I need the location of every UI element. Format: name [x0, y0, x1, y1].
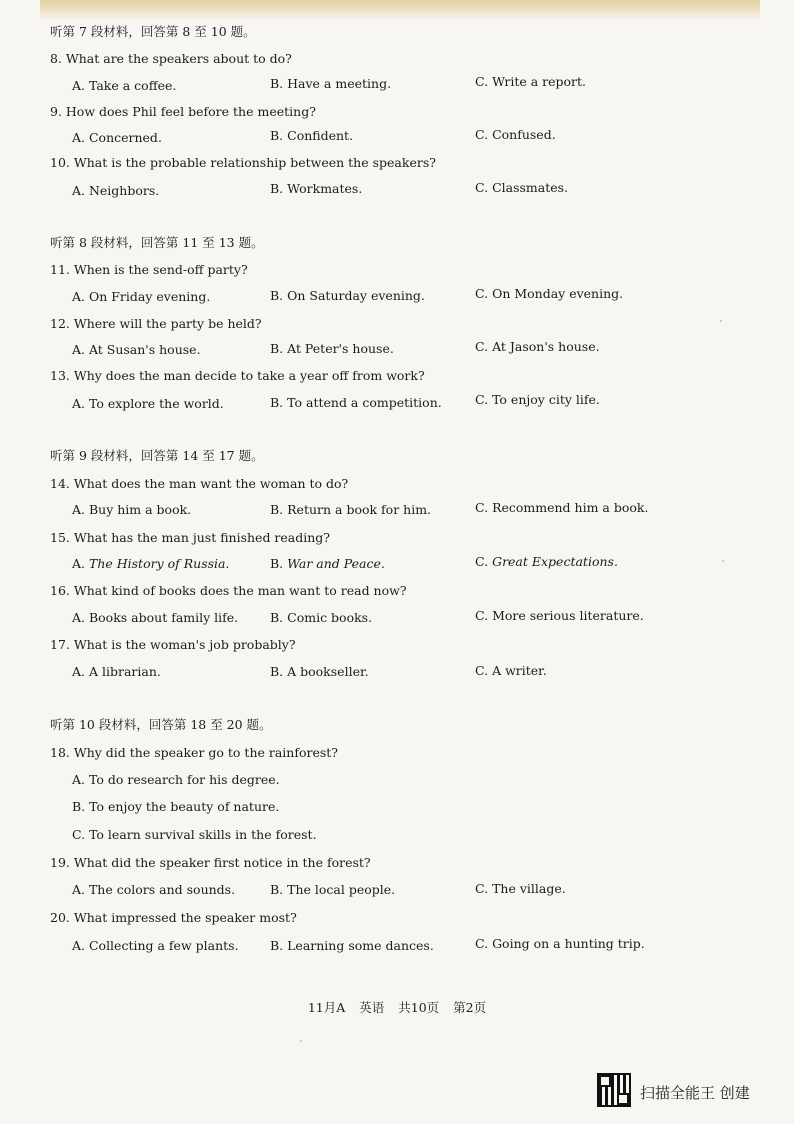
q8-option-c: C. Write a report.	[475, 74, 587, 89]
q12-option-a: A. At Susan's house.	[72, 342, 201, 357]
question-20: 20. What impressed the speaker most?	[50, 910, 297, 925]
q14-option-c: C. Recommend him a book.	[475, 500, 649, 515]
q20-option-a: A. Collecting a few plants.	[72, 938, 239, 953]
question-16: 16. What kind of books does the man want to read now?	[50, 583, 407, 598]
q9-option-c: C. Confused.	[475, 127, 556, 142]
q10-option-c: C. Classmates.	[475, 180, 569, 195]
scan-speck	[300, 1040, 302, 1042]
total-pages: 共10页	[398, 1000, 440, 1015]
scanner-watermark: 扫描全能王 创建	[640, 1084, 750, 1102]
option-period: .	[613, 554, 618, 569]
q11-option-c: C. On Monday evening.	[475, 286, 624, 301]
q10-option-a: A. Neighbors.	[72, 183, 160, 198]
q20-option-b: B. Learning some dances.	[270, 938, 434, 953]
q13-option-c: C. To enjoy city life.	[475, 392, 600, 407]
q18-option-b: B. To enjoy the beauty of nature.	[72, 799, 280, 814]
exam-code: 11月A	[307, 1000, 346, 1015]
question-10: 10. What is the probable relationship between the speakers?	[50, 155, 436, 170]
option-period: .	[380, 556, 385, 571]
page-number: 第2页	[453, 1000, 487, 1015]
page-footer	[0, 998, 794, 1016]
question-9: 9. How does Phil feel before the meeting?	[50, 104, 316, 119]
book-title: The History of Russia	[88, 556, 226, 571]
q14-option-b: B. Return a book for him.	[270, 502, 432, 517]
question-11: 11. When is the send-off party?	[50, 262, 248, 277]
question-19: 19. What did the speaker first notice in the forest?	[50, 855, 371, 870]
q13-option-a: A. To explore the world.	[72, 396, 224, 411]
section-heading-7: 听第 7 段材料，回答第 8 至 10 题。	[50, 24, 256, 39]
section-heading-9: 听第 9 段材料，回答第 14 至 17 题。	[50, 448, 264, 463]
book-title: War and Peace	[287, 556, 381, 571]
book-title: Great Expectations	[492, 554, 614, 569]
q8-option-b: B. Have a meeting.	[270, 76, 392, 91]
q13-option-b: B. To attend a competition.	[270, 395, 442, 410]
q15-option-c	[475, 554, 618, 570]
q20-option-c: C. Going on a hunting trip.	[475, 936, 645, 951]
q17-option-c: C. A writer.	[475, 663, 547, 678]
question-14: 14. What does the man want the woman to do?	[50, 476, 349, 491]
option-period: .	[225, 556, 230, 571]
question-13: 13. Why does the man decide to take a year off from work?	[50, 368, 425, 383]
q11-option-b: B. On Saturday evening.	[270, 288, 425, 303]
question-12: 12. Where will the party be held?	[50, 316, 262, 331]
q15-option-a	[72, 556, 229, 572]
question-15: 15. What has the man just finished reading?	[50, 530, 331, 545]
q15-option-b	[270, 556, 385, 572]
q18-option-a: A. To do research for his degree.	[72, 772, 280, 787]
q14-option-a: A. Buy him a book.	[72, 502, 192, 517]
q19-option-b: B. The local people.	[270, 882, 396, 897]
q11-option-a: A. On Friday evening.	[72, 289, 211, 304]
q18-option-c: C. To learn survival skills in the forest.	[72, 827, 317, 842]
subject-label: 英语	[359, 1000, 385, 1015]
q9-option-b: B. Confident.	[270, 128, 354, 143]
question-8: 8. What are the speakers about to do?	[50, 51, 292, 66]
q17-option-a: A. A librarian.	[72, 664, 161, 679]
scan-speck	[720, 320, 722, 322]
q16-option-a: A. Books about family life.	[72, 610, 239, 625]
question-18: 18. Why did the speaker go to the rainforest?	[50, 745, 339, 760]
section-heading-10: 听第 10 段材料，回答第 18 至 20 题。	[50, 717, 272, 732]
qr-code-icon	[597, 1073, 631, 1107]
q12-option-c: C. At Jason's house.	[475, 339, 600, 354]
section-heading-8: 听第 8 段材料，回答第 11 至 13 题。	[50, 235, 264, 250]
scan-speck	[722, 560, 724, 562]
question-17: 17. What is the woman's job probably?	[50, 637, 296, 652]
q19-option-c: C. The village.	[475, 881, 566, 896]
q12-option-b: B. At Peter's house.	[270, 341, 394, 356]
option-letter: A.	[72, 556, 89, 571]
q19-option-a: A. The colors and sounds.	[72, 882, 236, 897]
option-letter: C.	[475, 554, 493, 569]
option-letter: B.	[270, 556, 288, 571]
q17-option-b: B. A bookseller.	[270, 664, 369, 679]
q8-option-a: A. Take a coffee.	[72, 78, 177, 93]
q16-option-c: C. More serious literature.	[475, 608, 644, 623]
q16-option-b: B. Comic books.	[270, 610, 373, 625]
q9-option-a: A. Concerned.	[72, 130, 162, 145]
q10-option-b: B. Workmates.	[270, 181, 363, 196]
